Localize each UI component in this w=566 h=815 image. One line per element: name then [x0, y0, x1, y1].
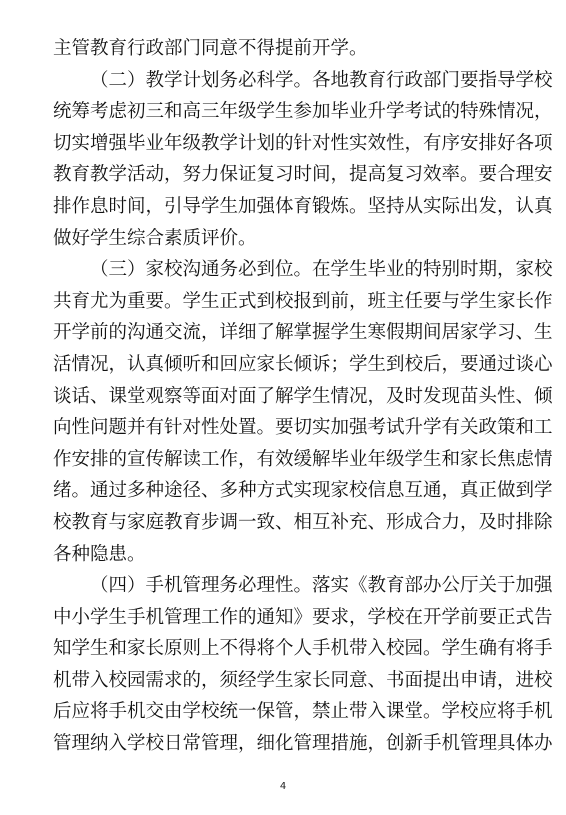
text-line: 管理纳入学校日常管理，细化管理措施，创新手机管理具体办 — [53, 733, 553, 755]
text-line: 向性问题并有针对性处置。要切实加强考试升学有关政策和工 — [53, 417, 553, 439]
document-body — [53, 33, 553, 760]
text-line: 后应将手机交由学校统一保管，禁止带入课堂。学校应将手机 — [53, 701, 553, 723]
text-line: 主管教育行政部门同意不得提前开学。 — [53, 38, 368, 59]
text-line: 做好学生综合素质评价。 — [53, 227, 257, 249]
text-line: 绪。通过多种途径、多种方式实现家校信息互通，真正做到学 — [53, 480, 553, 502]
text-line: 活情况，认真倾听和回应家长倾诉；学生到校后，要通过谈心 — [53, 353, 553, 375]
text-line: （三）家校沟通务必到位。在学生毕业的特别时期，家校 — [90, 259, 553, 281]
text-line: 统筹考虑初三和高三年级学生参加毕业升学考试的特殊情况， — [53, 101, 553, 123]
text-line: 谈话、课堂观察等面对面了解学生情况，及时发现苗头性、倾 — [53, 385, 553, 407]
text-line: 各种隐患。 — [53, 543, 146, 565]
text-line: 排作息时间，引导学生加强体育锻炼。坚持从实际出发，认真 — [53, 195, 553, 217]
text-line: 校教育与家庭教育步调一致、相互补充、形成合力，及时排除 — [53, 511, 553, 533]
text-line: （二）教学计划务必科学。各地教育行政部门要指导学校 — [90, 69, 553, 91]
page-number: 4 — [279, 781, 287, 792]
text-line: 中小学生手机管理工作的通知》要求，学校在开学前要正式告 — [53, 606, 553, 628]
text-line: 知学生和家长原则上不得将个人手机带入校园。学生确有将手 — [53, 638, 553, 660]
text-line: 教育教学活动，努力保证复习时间，提高复习效率。要合理安 — [53, 164, 553, 186]
text-line: 机带入校园需求的，须经学生家长同意、书面提出申请，进校 — [53, 669, 553, 691]
text-line: （四）手机管理务必理性。落实《教育部办公厅关于加强 — [90, 575, 553, 597]
text-line: 共育尤为重要。学生正式到校报到前，班主任要与学生家长作 — [53, 290, 553, 312]
text-line: 作安排的宣传解读工作，有效缓解毕业年级学生和家长焦虑情 — [53, 448, 553, 470]
text-line: 切实增强毕业年级教学计划的针对性实效性，有序安排好各项 — [53, 132, 553, 154]
text-line: 开学前的沟通交流，详细了解掌握学生寒假期间居家学习、生 — [53, 322, 553, 344]
